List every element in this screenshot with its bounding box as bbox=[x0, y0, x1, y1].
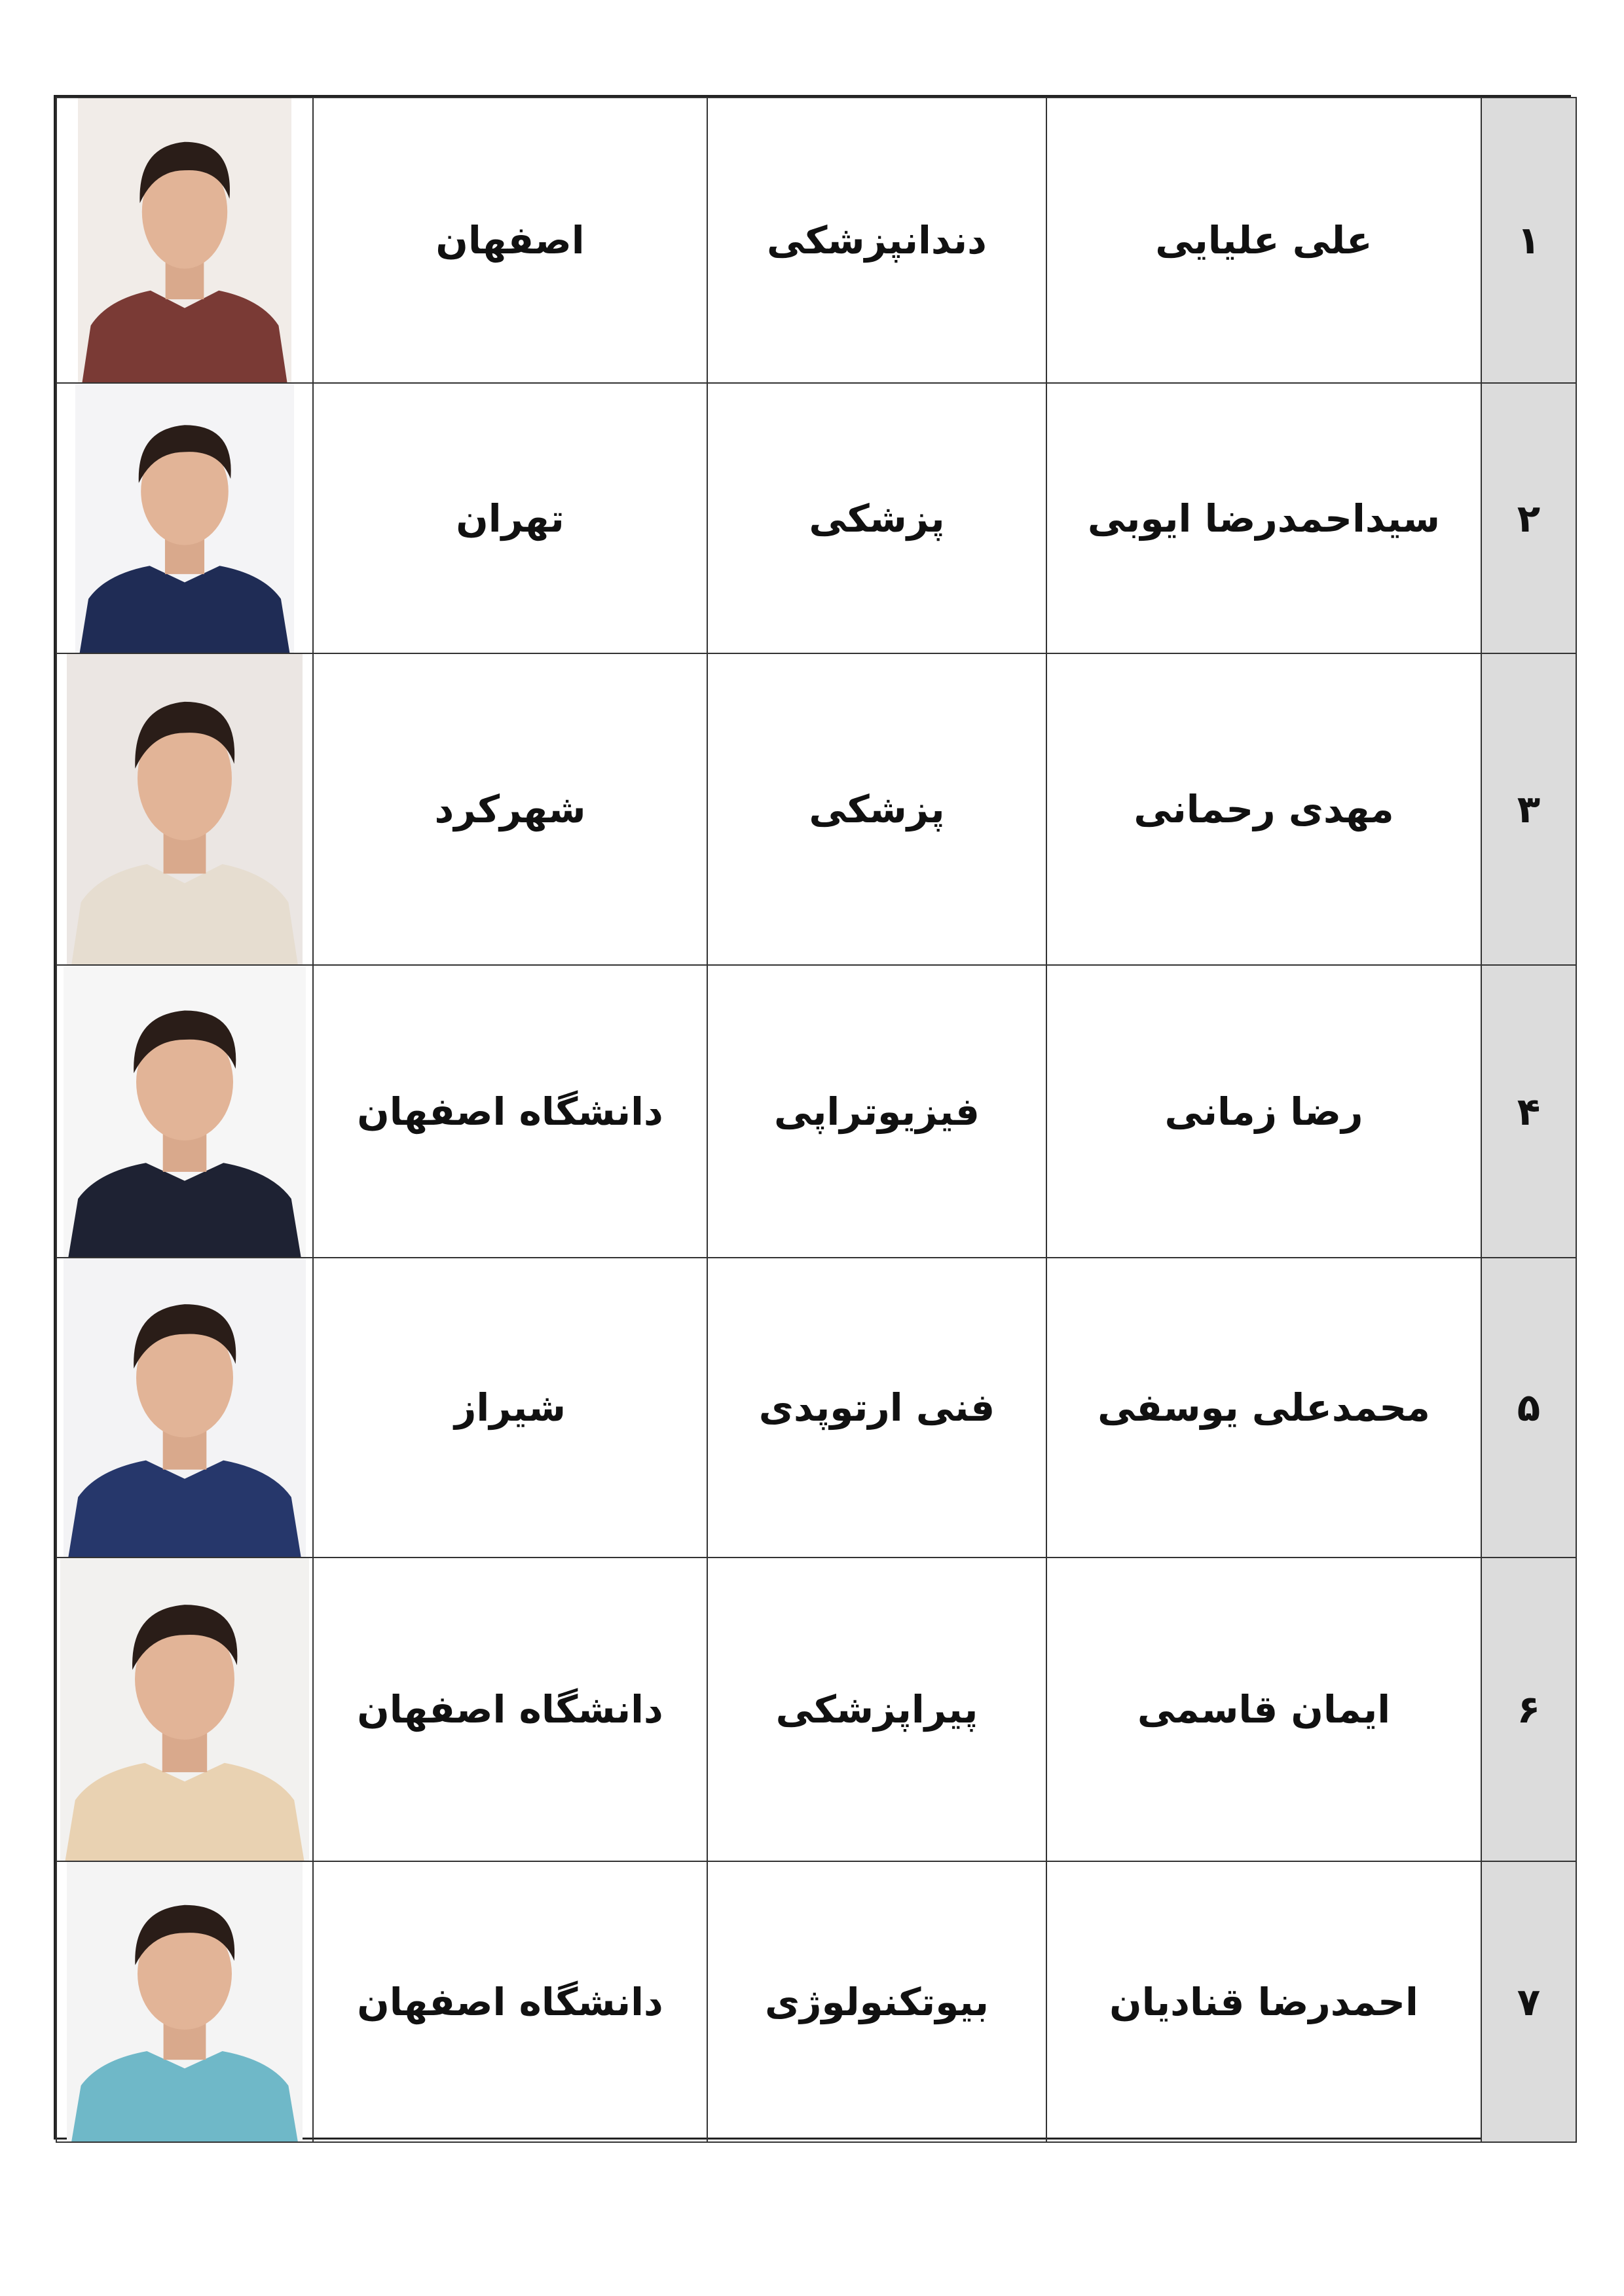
row-number: ۲ bbox=[1481, 383, 1576, 653]
student-portrait bbox=[67, 1862, 303, 2141]
student-portrait bbox=[67, 654, 303, 964]
photo-cell bbox=[56, 1558, 313, 1861]
place-cell: شهرکرد bbox=[313, 653, 707, 965]
photo-cell bbox=[56, 965, 313, 1258]
portrait-drawing bbox=[78, 98, 291, 382]
photo-cell bbox=[56, 653, 313, 965]
table-row bbox=[56, 98, 1576, 383]
name-cell: ایمان قاسمی bbox=[1046, 1558, 1481, 1861]
place-cell: اصفهان bbox=[313, 98, 707, 383]
field-cell: بیوتکنولوژی bbox=[707, 1861, 1046, 2142]
row-number: ۳ bbox=[1481, 653, 1576, 965]
name-cell: سیداحمدرضا ایوبی bbox=[1046, 383, 1481, 653]
portrait-drawing bbox=[64, 966, 306, 1257]
row-number: ۱ bbox=[1481, 98, 1576, 383]
row-number: ۶ bbox=[1481, 1558, 1576, 1861]
name-cell: محمدعلی یوسفی bbox=[1046, 1258, 1481, 1558]
student-portrait bbox=[75, 384, 294, 653]
table-row bbox=[56, 965, 1576, 1258]
student-portrait bbox=[64, 966, 306, 1257]
students-table bbox=[56, 97, 1577, 2143]
portrait-drawing bbox=[67, 654, 303, 964]
field-cell: پزشکی bbox=[707, 383, 1046, 653]
name-cell: علی علیایی bbox=[1046, 98, 1481, 383]
table-row bbox=[56, 1558, 1576, 1861]
name-cell: احمدرضا قنادیان bbox=[1046, 1861, 1481, 2142]
portrait-drawing bbox=[67, 1862, 303, 2141]
table-row bbox=[56, 653, 1576, 965]
place-cell: تهران bbox=[313, 383, 707, 653]
place-cell: دانشگاه اصفهان bbox=[313, 1861, 707, 2142]
name-cell: مهدی رحمانی bbox=[1046, 653, 1481, 965]
row-number: ۷ bbox=[1481, 1861, 1576, 2142]
place-cell: شیراز bbox=[313, 1258, 707, 1558]
photo-cell bbox=[56, 1258, 313, 1558]
field-cell: دندانپزشکی bbox=[707, 98, 1046, 383]
student-portrait bbox=[60, 1558, 309, 1861]
field-cell: فیزیوتراپی bbox=[707, 965, 1046, 1258]
photo-cell bbox=[56, 98, 313, 383]
portrait-drawing bbox=[64, 1258, 306, 1557]
field-cell: فنی ارتوپدی bbox=[707, 1258, 1046, 1558]
table-row bbox=[56, 1258, 1576, 1558]
portrait-drawing bbox=[75, 384, 294, 653]
portrait-drawing bbox=[60, 1558, 309, 1861]
place-cell: دانشگاه اصفهان bbox=[313, 965, 707, 1258]
row-number: ۵ bbox=[1481, 1258, 1576, 1558]
photo-cell bbox=[56, 1861, 313, 2142]
row-number: ۴ bbox=[1481, 965, 1576, 1258]
student-portrait bbox=[78, 98, 291, 382]
results-sheet bbox=[54, 95, 1571, 2140]
field-cell: پزشکی bbox=[707, 653, 1046, 965]
table-row bbox=[56, 383, 1576, 653]
place-cell: دانشگاه اصفهان bbox=[313, 1558, 707, 1861]
name-cell: رضا زمانی bbox=[1046, 965, 1481, 1258]
photo-cell bbox=[56, 383, 313, 653]
table-row bbox=[56, 1861, 1576, 2142]
student-portrait bbox=[64, 1258, 306, 1557]
field-cell: پیراپزشکی bbox=[707, 1558, 1046, 1861]
